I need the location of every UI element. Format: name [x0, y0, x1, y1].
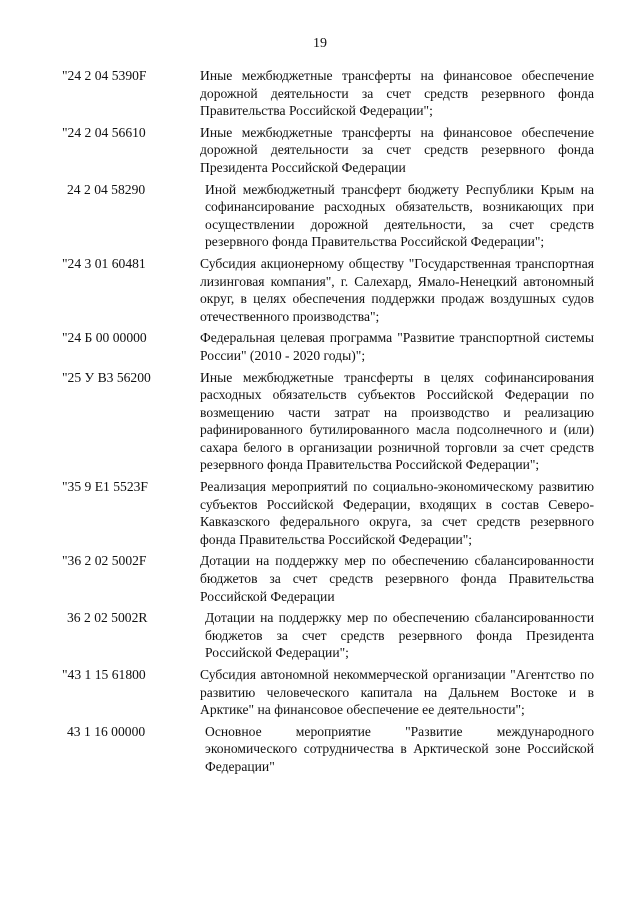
- code-description: Иные межбюджетные трансферты в целях софинансирования расходных обязательств субъектов Российской Федерации по возмещению части затрат на производство и реализацию рафинированного бутилированного масла подсолнечного и (или) сахара белого в организации розничной торговли за счет средств резервного фонда Правительства Российской Федерации";: [200, 369, 594, 473]
- page-number: 19: [313, 36, 327, 51]
- list-item: [60, 478, 594, 548]
- list-item: [60, 552, 594, 605]
- list-item: [60, 329, 594, 364]
- list-item: [60, 369, 594, 475]
- code-description: Субсидия акционерному обществу "Государственная транспортная лизинговая компания", г. Салехард, Ямало-Ненецкий автономный округ, в целях обеспечения поддержки продаж воздушных судов отечественного производства";: [200, 255, 594, 324]
- code-description: Иные межбюджетные трансферты на финансовое обеспечение дорожной деятельности за счет средств резервного фонда Президента Российской Федерации: [200, 124, 594, 175]
- budget-code: 36 2 02 5002R: [67, 610, 148, 626]
- budget-code-list: [60, 67, 594, 780]
- list-item: [60, 666, 594, 719]
- list-item: [60, 255, 594, 325]
- budget-code: "43 1 15 61800: [62, 667, 146, 682]
- budget-code: "24 2 04 5390F: [62, 68, 147, 83]
- code-description: Иные межбюджетные трансферты на финансовое обеспечение дорожной деятельности за счет средств резервного фонда Правительства Российской Федерации";: [200, 68, 594, 119]
- list-item: [60, 723, 594, 776]
- list-item: [60, 67, 594, 120]
- code-description: Основное мероприятие "Развитие международного экономического сотрудничества в Арктической зоне Российской Федерации": [205, 723, 594, 774]
- code-description: Субсидия автономной некоммерческой организации "Агентство по развитию человеческого капитала на Дальнем Востоке и в Арктике" на финансовое обеспечение ее деятельности";: [200, 667, 594, 718]
- budget-code: 43 1 16 00000: [67, 723, 146, 739]
- budget-code: "25 У В3 56200: [62, 369, 151, 385]
- code-description: Реализация мероприятий по социально-экономическому развитию субъектов Российской Федерации, входящих в состав Северо-Кавказского федерального округа, за счет средств резервного фонда Правительства Российской Федерации";: [200, 479, 594, 547]
- budget-code: "36 2 02 5002F: [62, 553, 147, 569]
- budget-code: "24 3 01 60481: [62, 255, 146, 271]
- code-description: Дотации на поддержку мер по обеспечению сбалансированности бюджетов за счет средств резервного фонда Президента Российской Федерации";: [205, 610, 594, 661]
- list-item: [60, 609, 594, 662]
- code-description: Федеральная целевая программа "Развитие транспортной системы России" (2010 - 2020 годы)";: [200, 330, 594, 363]
- budget-code: 24 2 04 58290: [67, 181, 146, 197]
- code-description: Иной межбюджетный трансферт бюджету Республики Крым на софинансирование расходных обязательств, возникающих при осуществлении дорожной деятельности, за счет средств резервного фонда Правительства Российской Федерации";: [205, 181, 594, 250]
- budget-code: "24 Б 00 00000: [62, 330, 147, 346]
- code-description: Дотации на поддержку мер по обеспечению сбалансированности бюджетов за счет средств резервного фонда Правительства Российской Федерации: [200, 553, 594, 604]
- list-item: [60, 181, 594, 251]
- budget-code: "35 9 Е1 5523F: [62, 479, 148, 495]
- list-item: [60, 124, 594, 177]
- budget-code: "24 2 04 56610: [62, 124, 146, 140]
